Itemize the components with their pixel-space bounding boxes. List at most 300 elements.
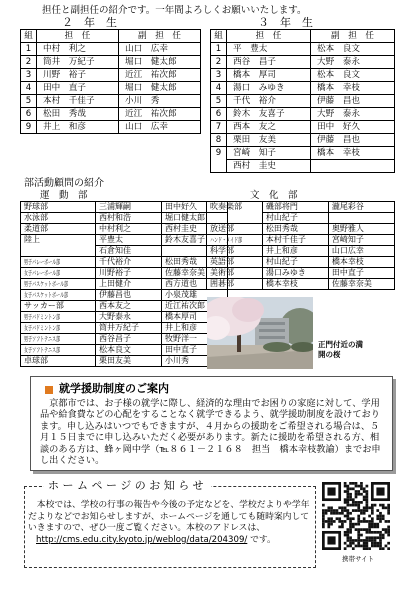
club-row [21,257,228,268]
homeroom-teacher-cell: 井上 和彦 [37,121,119,134]
qr-module [357,539,360,542]
club-adviser-cell: 石倉知佳 [96,246,162,257]
qr-module [374,526,377,529]
club-name: 野球部 [24,202,48,211]
qr-module [325,509,328,512]
club-name: 男子バレーボール部 [24,258,61,266]
club-row [21,235,228,246]
qr-module [371,520,374,523]
qr-module [366,520,369,523]
qr-module [355,493,358,496]
class-number-cell: 3 [211,69,227,82]
club-adviser-cell: 橋本幸枝 [262,279,328,290]
assistant-teacher-cell: 田中 好久 [311,121,395,134]
qr-module [346,539,349,542]
homepage-notice-text [28,500,316,546]
club-name: 柔道部 [24,224,48,233]
roster-row [21,56,201,69]
qr-module [346,498,349,501]
club-adviser-cell: 橋本幸枝 [328,257,394,268]
photo-caption: 正門付近の満開の桜 [318,340,363,359]
club-name-cell [207,268,263,279]
qr-module [368,536,371,539]
qr-module [366,496,369,499]
club-name: 美術部 [210,268,234,277]
qr-module [366,501,369,504]
assistant-teacher-cell: 橋本 幸枝 [311,147,395,160]
club-name-cell [207,257,263,268]
club-adviser-cell: 田中直子 [328,268,394,279]
club-name-cell [21,345,96,356]
qr-module [355,509,358,512]
club-adviser-cell: 大野泰永 [96,312,162,323]
qr-module [357,531,360,534]
qr-module [376,509,379,512]
qr-module [363,545,366,548]
club-adviser-cell: 千代裕介 [96,257,162,268]
club-adviser-cell: 中村利之 [96,224,162,235]
class-number-cell: 1 [211,43,227,56]
qr-module [346,515,349,518]
qr-module [371,531,374,534]
qr-module [379,542,382,545]
qr-module [338,526,341,529]
class-number-cell: 4 [21,82,37,95]
qr-module [352,542,355,545]
qr-module [379,545,382,548]
qr-module [352,523,355,526]
qr-module [322,517,325,520]
qr-module [349,545,352,548]
roster-row [211,147,395,160]
qr-module [371,545,374,548]
qr-module [355,496,358,499]
club-name-cell [21,323,96,334]
club-advisers-heading: 部活動顧問の紹介 [24,178,104,189]
assistant-teacher-cell: 伊藤 昌也 [311,134,395,147]
qr-module [368,547,371,550]
qr-module [379,531,382,534]
club-row [21,290,228,301]
homepage-url-line [28,535,316,547]
assistant-column-header: 副 担 任 [119,30,201,43]
qr-module [382,504,385,507]
club-adviser-cell: 近江祐次郎 [162,301,228,312]
assistant-teacher-cell: 松本 良文 [311,43,395,56]
homepage-notice-body: 本校では、学校の行事の報告や今後の予定などを、学校だよりや学年だよりなどでお知らせしますが、ホームページを通しても随時案内していきますので、ぜひ一度ご覧ください。本校のアドレスは、 [28,500,310,533]
qr-module [352,498,355,501]
club-row [207,257,395,268]
club-name-cell [21,257,96,268]
qr-module [363,528,366,531]
qr-module [322,509,325,512]
homeroom-teacher-cell: 川野 裕子 [37,69,119,82]
club-row [21,323,228,334]
class-number-cell: 9 [211,147,227,173]
qr-module [366,545,369,548]
qr-module [363,539,366,542]
club-name-cell [207,235,263,246]
qr-module [387,506,390,509]
assistant-column-header: 副 担 任 [311,30,395,43]
qr-module [366,542,369,545]
qr-module [368,523,371,526]
club-name: 科学部 [210,246,234,255]
qr-module [371,506,374,509]
qr-module [360,528,363,531]
club-adviser-cell: 小川秀 [162,356,228,367]
qr-module [346,490,349,493]
roster-row [211,160,395,173]
qr-module [333,520,336,523]
club-name-cell [21,279,96,290]
club-row [21,202,228,213]
class-number-cell: 1 [21,43,37,56]
qr-module [371,526,374,529]
qr-module [379,547,382,550]
class-number-cell: 7 [211,121,227,134]
qr-module [360,509,363,512]
qr-module [357,520,360,523]
club-name: 英語部 [210,257,234,266]
assistant-teacher-cell: 小川 秀 [119,95,201,108]
qr-module [366,531,369,534]
club-adviser-cell: 磯部将門 [262,202,328,213]
qr-module [344,509,347,512]
qr-module [322,512,325,515]
qr-module [344,531,347,534]
qr-module [360,520,363,523]
assistant-teacher-cell: 堀口 健太郎 [119,82,201,95]
club-adviser-cell: 堀口健太郎 [162,213,228,224]
assistant-teacher-cell: 近江 祐次郎 [119,108,201,121]
club-name-cell [207,279,263,290]
club-adviser-cell: 栗田友美 [96,356,162,367]
homeroom-teacher-cell: 西本 友之 [227,121,311,134]
grade2-title: ２ 年 生 [62,16,117,29]
title-bullet-icon [45,386,53,394]
qr-module [344,506,347,509]
qr-module [366,490,369,493]
qr-module [382,506,385,509]
qr-module [376,536,379,539]
qr-module [349,523,352,526]
qr-module [363,509,366,512]
club-adviser-cell: 井上和彦 [262,246,328,257]
club-adviser-cell: 小泉茂雄 [162,290,228,301]
qr-module [346,536,349,539]
qr-module [355,504,358,507]
homeroom-teacher-cell: 湯口 みゆき [227,82,311,95]
club-adviser-cell: 平豊太 [96,235,162,246]
club-adviser-cell: 奥野雅人 [328,224,394,235]
qr-module [382,534,385,537]
assistant-teacher-cell: 橋本 幸枝 [311,82,395,95]
homeroom-teacher-cell: 千代 裕介 [227,95,311,108]
club-adviser-cell: 松田秀哉 [162,257,228,268]
club-name-cell [21,213,96,224]
qr-module [355,545,358,548]
qr-module [330,523,333,526]
club-adviser-cell: 鈴木友喜子 [162,235,228,246]
homeroom-teacher-cell: 中村 利之 [37,43,119,56]
qr-module [368,515,371,518]
qr-module [346,509,349,512]
class-column-header: 組 [211,30,227,43]
qr-module [382,515,385,518]
culture-clubs-title: 文 化 部 [250,190,298,201]
club-adviser-cell: 三浦輝嗣 [96,202,162,213]
qr-module [368,539,371,542]
qr-module [368,520,371,523]
qr-module [322,520,325,523]
qr-module [363,498,366,501]
qr-module [363,512,366,515]
qr-module [349,512,352,515]
club-row [21,279,228,290]
qr-module [387,531,390,534]
qr-module [376,531,379,534]
qr-module [349,531,352,534]
class-column-header: 組 [21,30,37,43]
homeroom-teacher-cell: 宮崎 知子 [227,147,311,160]
qr-module [352,501,355,504]
qr-module [336,512,339,515]
qr-module [385,506,388,509]
qr-module [368,506,371,509]
homeroom-teacher-cell: 本村 千佳子 [37,95,119,108]
club-adviser-cell: 筒井万紀子 [96,323,162,334]
qr-module [357,534,360,537]
roster-row [211,56,395,69]
qr-module [371,504,374,507]
club-adviser-cell: 村山紀子 [262,257,328,268]
club-row [21,356,228,367]
qr-module [374,523,377,526]
qr-module [368,526,371,529]
club-name-cell [207,224,263,235]
qr-module [330,506,333,509]
qr-code[interactable] [322,482,390,550]
qr-module [355,539,358,542]
club-row [207,246,395,257]
qr-module [387,526,390,529]
club-name: 男子ソフトテニス部 [24,335,61,343]
qr-module [363,520,366,523]
qr-module [355,501,358,504]
qr-module [349,520,352,523]
qr-module [333,509,336,512]
qr-module [360,493,363,496]
grade2-roster-table [20,29,201,134]
club-adviser-cell: 西村和浩 [96,213,162,224]
club-adviser-cell: 山口広幸 [328,246,394,257]
club-name: 男子バスケットボール部 [24,280,69,288]
qr-module [349,482,352,485]
qr-module [360,545,363,548]
qr-module [341,526,344,529]
club-name-cell [21,356,96,367]
assistant-teacher-cell: 大野 泰永 [311,56,395,69]
qr-module [357,493,360,496]
homeroom-teacher-cell: 田中 直子 [37,82,119,95]
club-name: 男子バドミントン部 [24,313,61,321]
club-name-cell [21,224,96,235]
sports-clubs-table [20,201,228,367]
qr-module [352,539,355,542]
roster-row [21,82,201,95]
qr-module [357,542,360,545]
club-adviser-cell: 本村千佳子 [262,235,328,246]
club-adviser-cell: 松田秀哉 [262,224,328,235]
photo-cherry-blossoms [232,298,264,322]
class-number-cell: 6 [21,108,37,121]
qr-module [360,501,363,504]
qr-module [357,536,360,539]
club-name-cell [21,290,96,301]
qr-module [352,509,355,512]
qr-module [363,496,366,499]
club-name: 女子バレーボール部 [24,269,61,277]
qr-module [341,523,344,526]
club-adviser-cell: 西村圭史 [162,224,228,235]
assistant-teacher-cell [311,160,395,173]
club-row [21,213,228,224]
qr-module [360,539,363,542]
qr-module [376,545,379,548]
qr-module [355,528,358,531]
assistant-teacher-cell: 山口 広幸 [119,121,201,134]
club-adviser-cell: 村山紀子 [262,213,328,224]
qr-module [352,517,355,520]
qr-module [349,504,352,507]
club-adviser-cell: 上田健介 [96,279,162,290]
qr-module [357,504,360,507]
culture-clubs-table [206,201,395,290]
club-row [207,235,395,246]
qr-module [344,482,347,485]
qr-module [357,485,360,488]
roster-row [211,95,395,108]
class-number-cell: 2 [211,56,227,69]
club-name-cell [207,202,263,224]
qr-module [376,517,379,520]
qr-module [352,482,355,485]
qr-module [327,509,330,512]
qr-module [371,539,374,542]
club-adviser-cell: 松本良文 [96,345,162,356]
qr-module [387,534,390,537]
qr-module [382,528,385,531]
qr-module [382,536,385,539]
club-adviser-cell: 田中直子 [162,345,228,356]
qr-module [346,493,349,496]
qr-module [344,515,347,518]
qr-module [344,485,347,488]
assistant-teacher-cell: 近江 祐次郎 [119,69,201,82]
homeroom-teacher-cell: 筒井 万紀子 [37,56,119,69]
qr-module [379,517,382,520]
club-row [207,202,395,213]
class-number-cell: 3 [21,69,37,82]
qr-module [357,501,360,504]
qr-module [336,517,339,520]
assistant-teacher-cell: 伊藤 昌也 [311,95,395,108]
qr-module [344,501,347,504]
club-name-cell [21,202,96,213]
qr-finder-core [327,487,335,495]
qr-module [344,542,347,545]
school-website-link[interactable]: http://cms.edu.city.kyoto.jp/weblog/data/204309/ [36,534,248,545]
qr-finder-core [327,536,335,544]
qr-module [371,509,374,512]
qr-module [363,487,366,490]
qr-module [357,545,360,548]
club-name: ハンド・メイド部 [210,236,243,244]
qr-module [357,517,360,520]
qr-module [325,520,328,523]
qr-module [352,504,355,507]
qr-module [357,506,360,509]
qr-module [357,528,360,531]
qr-module [338,520,341,523]
qr-module [322,515,325,518]
qr-module [368,531,371,534]
roster-row [21,69,201,82]
club-name-cell [21,312,96,323]
qr-module [374,536,377,539]
club-row [207,224,395,235]
qr-module [349,517,352,520]
qr-module [352,526,355,529]
club-name: 水泳部 [24,213,48,222]
qr-module [338,512,341,515]
qr-module [346,517,349,520]
cherry-blossom-photo [207,297,313,369]
intro-text: 担任と副担任の紹介です。一年間よろしくお願いいたします。 [42,5,307,16]
qr-module [341,506,344,509]
qr-module [327,517,330,520]
qr-module [333,512,336,515]
qr-module [385,531,388,534]
homeroom-teacher-cell: 西村 圭史 [227,160,311,173]
qr-module [387,528,390,531]
school-aid-body: 京都市では、お子様の就学に際し、経済的な理由でお困りの家庭に対して、学用品や給食費などの心配をすることなく就学できるよう、就学援助制度を設けております。申し込みはいつでもできますが、４月からの援助をご希望される場合は、５月１５日までに申し込みいただく必要があります。新たに援助を希望される方、相談のある方は、蜂ヶ岡中学（℡８６１－２１６８ 担当 橋本幸枝教諭）までお申し出ください。 [40,398,381,467]
club-row [207,268,395,279]
qr-module [341,509,344,512]
class-number-cell: 9 [21,121,37,134]
club-adviser-cell: 瀧尾彩谷 [328,202,394,213]
club-adviser-cell: 宮崎知子 [328,235,394,246]
homeroom-teacher-cell: 栗田 友美 [227,134,311,147]
qr-module [385,545,388,548]
qr-code-label: 携帯サイト [342,555,375,563]
qr-module [346,531,349,534]
qr-module [379,539,382,542]
qr-module [360,512,363,515]
club-row [21,301,228,312]
class-number-cell: 5 [211,95,227,108]
qr-module [336,509,339,512]
club-name: 女子バドミントン部 [24,324,61,332]
qr-module [385,520,388,523]
qr-module [327,520,330,523]
qr-module [341,520,344,523]
qr-module [341,512,344,515]
club-name: 女子ソフトテニス部 [24,346,61,354]
qr-module [346,545,349,548]
qr-module [349,539,352,542]
